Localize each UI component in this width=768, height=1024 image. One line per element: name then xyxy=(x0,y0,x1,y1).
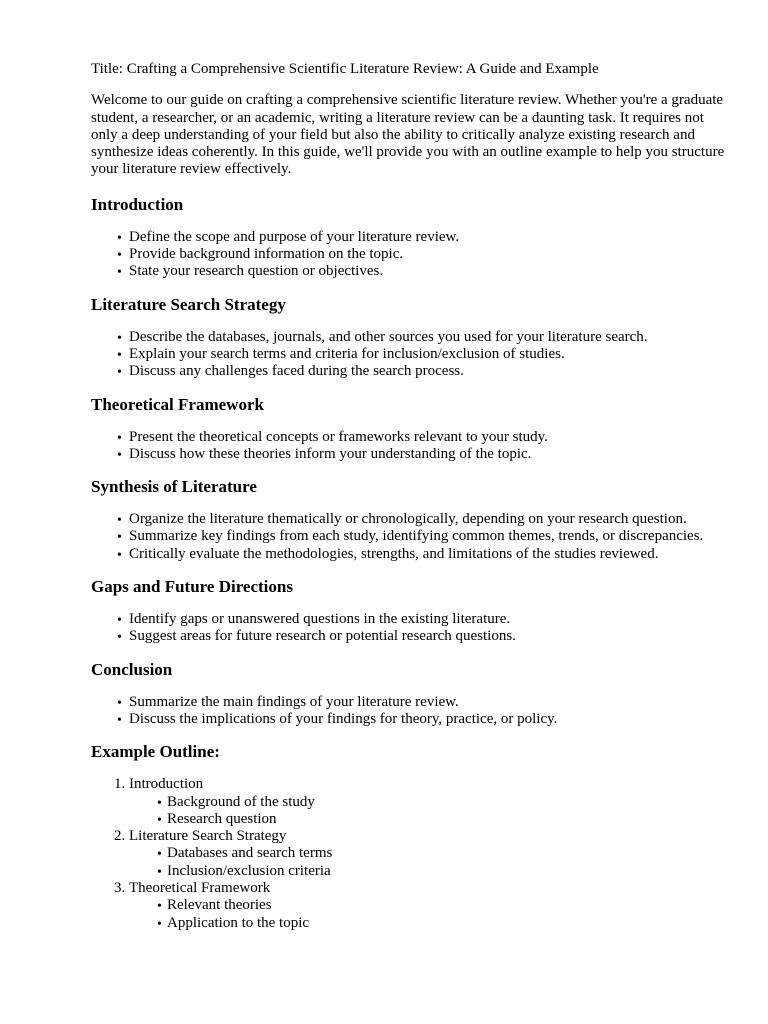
outline-item xyxy=(129,880,728,932)
gaps-bullet-list xyxy=(91,611,728,646)
theoretical-framework-bullet-list xyxy=(91,429,728,464)
outline-subitem: • Research question xyxy=(157,811,728,828)
list-item: • Summarize key findings from each study, identifying common themes, trends, or discrepancies. xyxy=(117,528,728,545)
list-item: • Critically evaluate the methodologies, strengths, and limitations of the studies reviewed. xyxy=(117,546,728,563)
outline-item-label: Introduction xyxy=(129,776,204,793)
list-item: • Define the scope and purpose of your literature review. xyxy=(117,229,728,246)
list-item: • Discuss the implications of your findings for theory, practice, or policy. xyxy=(117,711,728,728)
example-outline-list xyxy=(91,776,728,932)
intro-paragraph: Welcome to our guide on crafting a comprehensive scientific literature review. Whether you're a graduate student, a researcher, or an academic, writing a literature review can be a daunting task. It requires not only a deep understanding of your field but also the ability to critically analyze existing research and synthesize ideas coherently. In this guide, we'll provide you with an outline example to help you structure your literature review effectively. xyxy=(91,92,725,178)
list-item: • Summarize the main findings of your literature review. xyxy=(117,694,728,711)
document-title: Title: Crafting a Comprehensive Scientific Literature Review: A Guide and Example xyxy=(91,61,599,77)
section-heading-gaps-and-future-directions: Gaps and Future Directions xyxy=(91,577,293,597)
outline-item xyxy=(129,828,728,880)
outline-sublist xyxy=(129,897,728,932)
outline-sublist xyxy=(129,845,728,880)
list-item: • Provide background information on the topic. xyxy=(117,246,728,263)
list-item: • Suggest areas for future research or potential research questions. xyxy=(117,628,728,645)
section-heading-literature-search-strategy: Literature Search Strategy xyxy=(91,294,286,314)
list-item: • Discuss how these theories inform your understanding of the topic. xyxy=(117,446,728,463)
list-item: • Describe the databases, journals, and other sources you used for your literature search. xyxy=(117,329,728,346)
conclusion-bullet-list xyxy=(91,694,728,729)
list-item: • Identify gaps or unanswered questions in the existing literature. xyxy=(117,611,728,628)
list-item: • Explain your search terms and criteria for inclusion/exclusion of studies. xyxy=(117,346,728,363)
outline-sublist xyxy=(129,794,728,829)
section-heading-example-outline: Example Outline: xyxy=(91,742,220,762)
list-item: • Present the theoretical concepts or frameworks relevant to your study. xyxy=(117,429,728,446)
section-heading-synthesis-of-literature: Synthesis of Literature xyxy=(91,477,257,497)
outline-item-label: Literature Search Strategy xyxy=(129,828,287,845)
section-heading-theoretical-framework: Theoretical Framework xyxy=(91,394,264,414)
list-item: • Discuss any challenges faced during the search process. xyxy=(117,363,728,380)
synthesis-bullet-list xyxy=(91,511,728,563)
outline-subitem: • Databases and search terms xyxy=(157,845,728,862)
introduction-bullet-list xyxy=(91,229,728,281)
outline-item-label: Theoretical Framework xyxy=(129,880,271,897)
outline-item xyxy=(129,776,728,828)
section-heading-conclusion: Conclusion xyxy=(91,659,173,679)
outline-subitem: • Application to the topic xyxy=(157,915,728,932)
list-item: • State your research question or objectives. xyxy=(117,263,728,280)
outline-subitem: • Relevant theories xyxy=(157,897,728,914)
literature-search-bullet-list xyxy=(91,329,728,381)
list-item: • Organize the literature thematically or chronologically, depending on your research question. xyxy=(117,511,728,528)
section-heading-introduction: Introduction xyxy=(91,194,184,214)
outline-subitem: • Background of the study xyxy=(157,794,728,811)
outline-subitem: • Inclusion/exclusion criteria xyxy=(157,863,728,880)
